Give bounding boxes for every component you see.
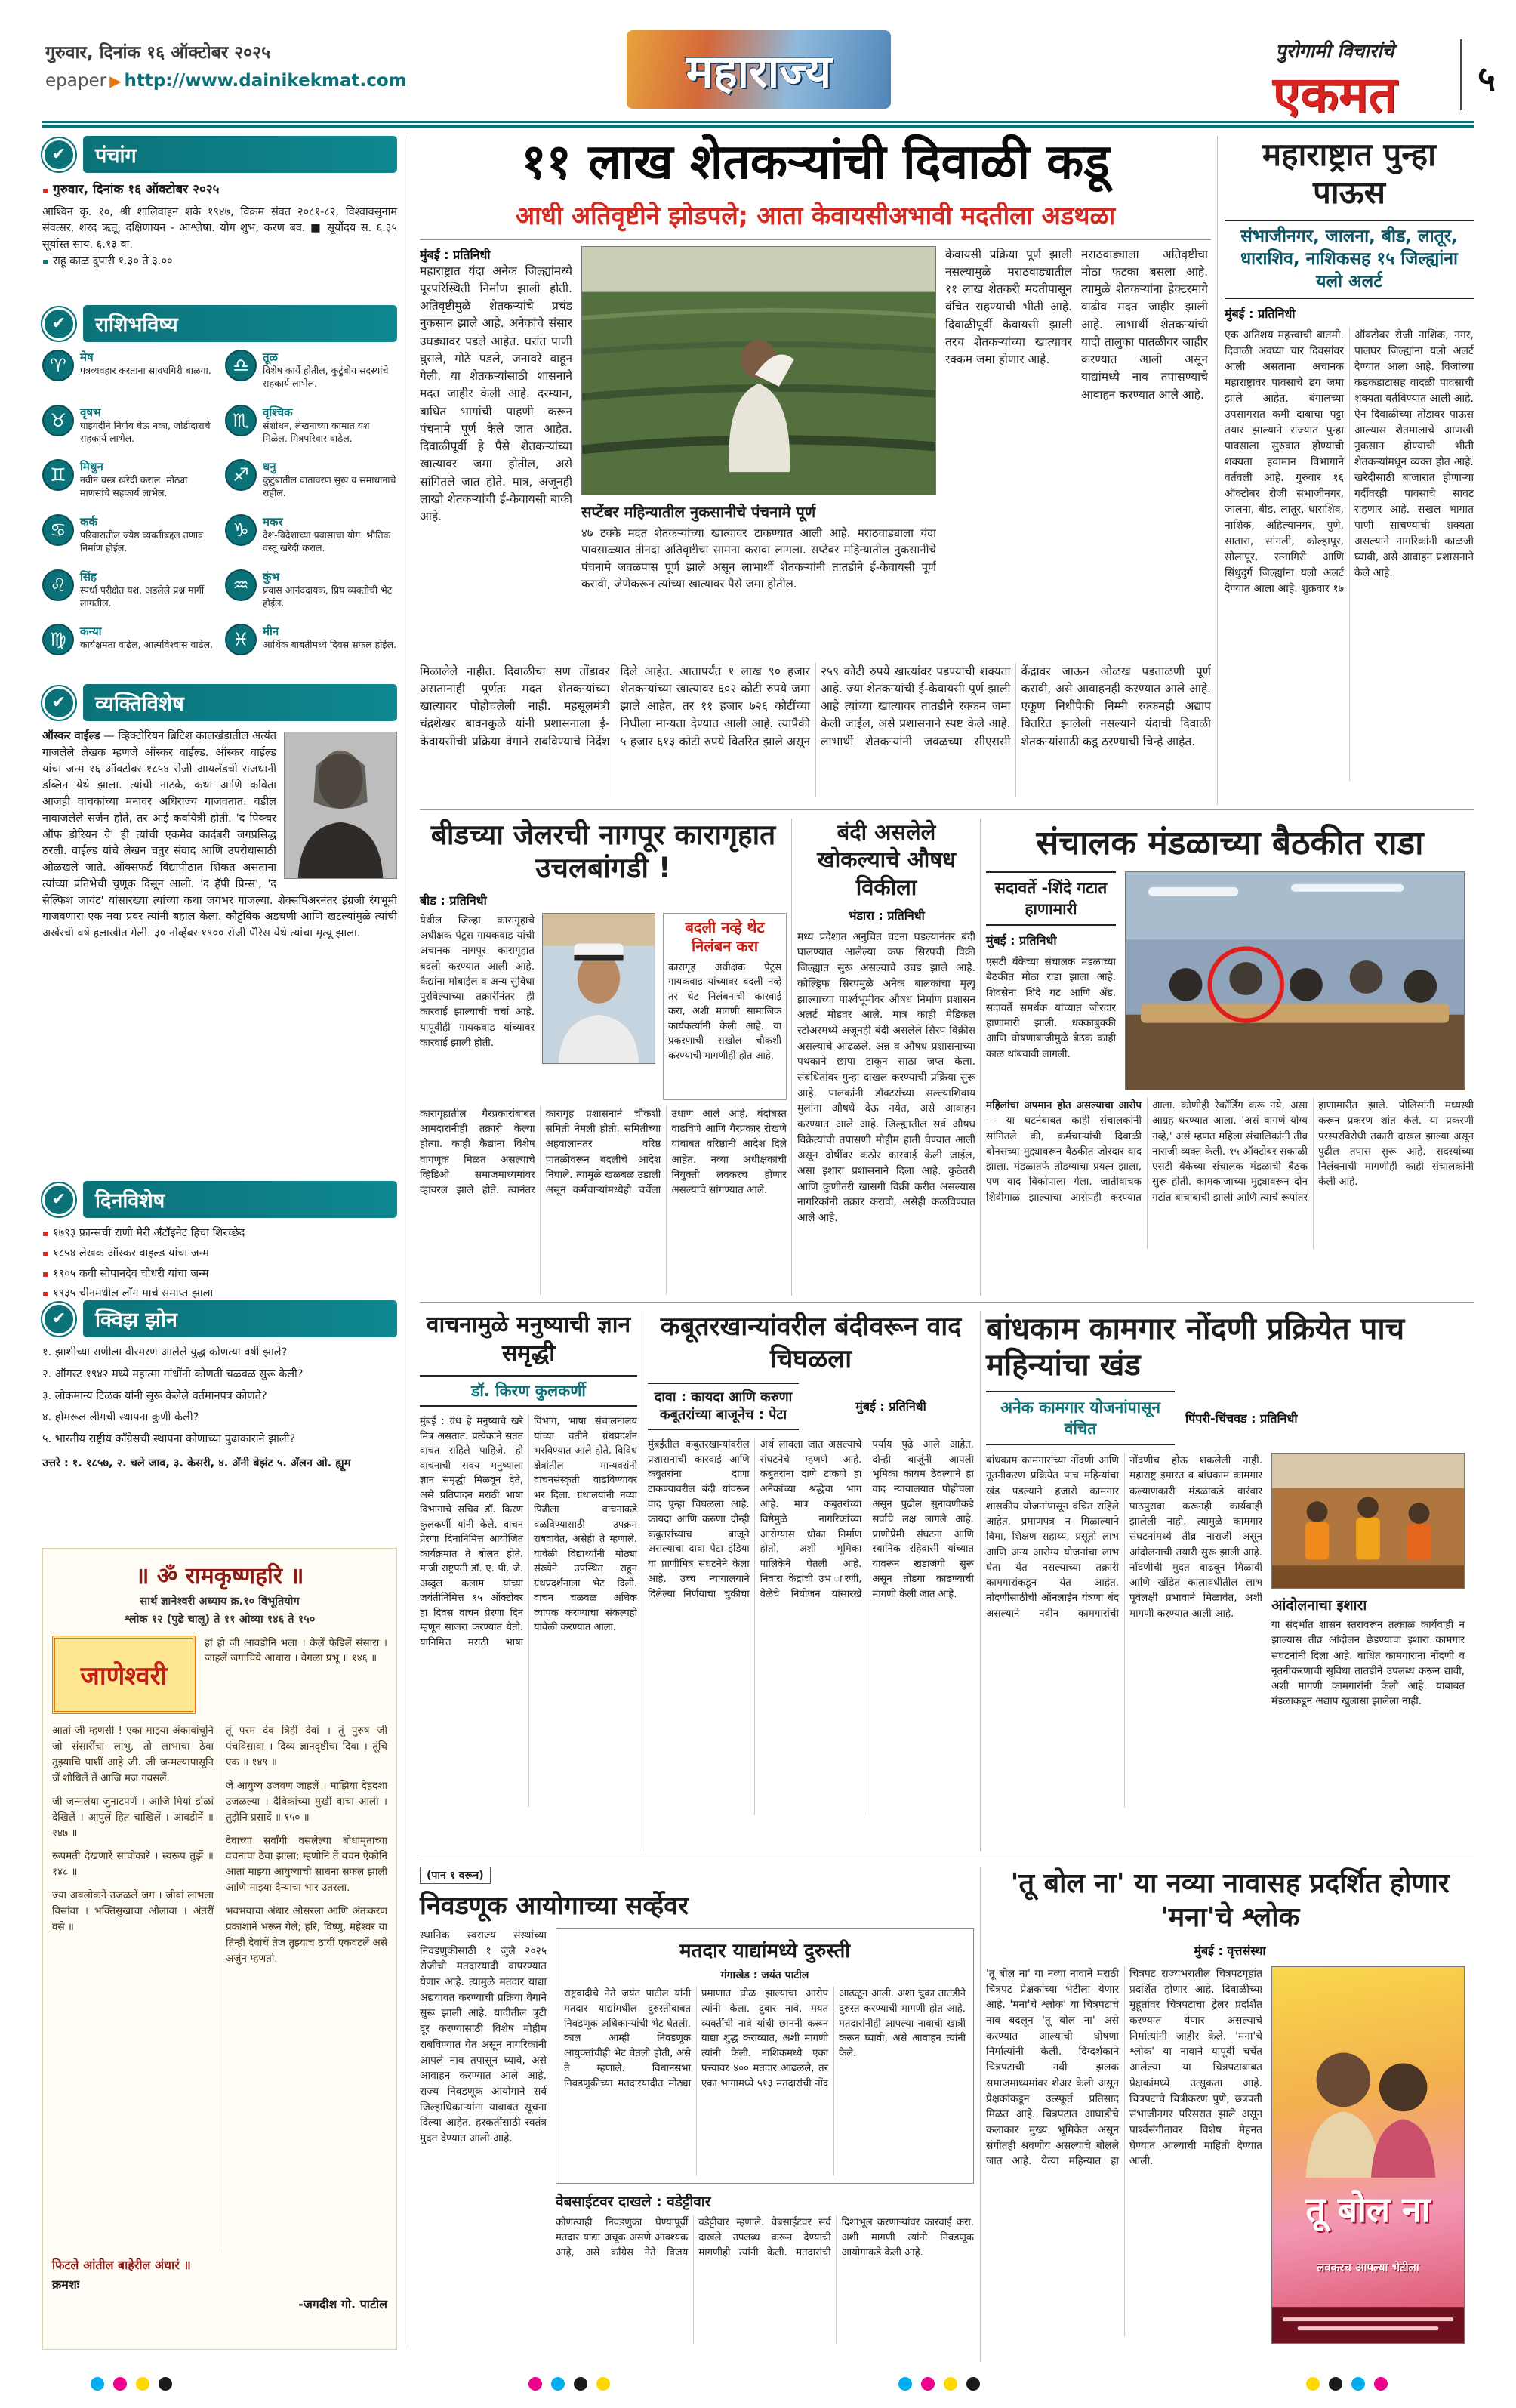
registration-dot-yellow bbox=[1306, 2377, 1320, 2391]
movie-poster-illustration bbox=[1272, 1967, 1464, 2343]
workers-dek: अनेक कामगार योजनांपासून वंचित bbox=[986, 1391, 1175, 1445]
day-special-item: ▪ १८५४ लेखक ऑस्कर वाइल्ड यांचा जन्म bbox=[42, 1247, 209, 1259]
sign-text: आर्थिक बाबतीमध्ये दिवस सफल होईल. bbox=[263, 639, 397, 651]
board-body: महिलांचा अपमान होत असल्याचा आरोप — या घटनेबाबत काही संचालकांनी सांगितले की, कर्मचाऱ्यांची दिवाळी बोनसच्या मुद्द्यावरून बैठकीत जोरदार वाद झाला. मंडळातर्फे तोडग्याचा प्रयत्न झाला, पण वाद विकोपाला गेला. जातीवाचक शिवीगाळ झाल्याचा आरोपही करण्यात आला. कोणीही रेकॉर्डिंग करू नये, असा आग्रह धरण्यात आला. 'असं वागणं योग्य नव्हे,' असं म्हणत महिला संचालिकांनी तीव्र नाराजी व्यक्त केली. १५ ऑक्टोबर सकाळी एसटी बँकेच्या संचालक मंडळाची बैठक सुरू होती. कामकाजाच्या मुद्द्यावरून दोन गटांत बाचाबाची झाली आणि त्याचे रूपांतर हाणामारीत झाले. पोलिसांनी मध्यस्थी करून प्रकरण शांत केले. या प्रकरणी परस्परविरोधी तक्रारी दाखल झाल्या असून पुढील तपास सुरू आहे. सदस्यांच्या निलंबनाची मागणीही काही संचालकांनी केली आहे. bbox=[986, 1099, 1474, 1204]
sign-text: पत्रव्यवहार करताना सावधगिरी बाळगा. bbox=[80, 365, 211, 376]
day-special-section bbox=[42, 1181, 397, 1300]
lead-photo-caption: ४७ टक्के मदत शेतकऱ्यांच्या खात्यावर टाकण्यात आली आहे. मराठवाड्याला यंदा पावसाळ्यात तीनदा अतिवृष्टीचा सामना करावा लागला. सप्टेंबर महिन्यातील नुकसानीचे पंचनामे जवळपास पूर्ण झाले असून लाभार्थी शेतकऱ्यांनी तातडीने ई-केवायसी पूर्ण करावी, जेणेकरून त्यांच्या खात्यावर पैसे जमा होतील. bbox=[581, 526, 936, 591]
lead-headline: ११ लाख शेतकऱ्यांची दिवाळी कडू bbox=[521, 134, 1110, 190]
virgo-icon: ♍ bbox=[42, 624, 74, 655]
registration-dot-black bbox=[966, 2377, 980, 2391]
reading-author: डॉ. किरण कुलकर्णी bbox=[420, 1375, 637, 1407]
registration-dot-cyan bbox=[898, 2377, 912, 2391]
bullet-icon: ▪ bbox=[42, 1247, 49, 1259]
epaper-line bbox=[45, 71, 407, 91]
person-special-title: व्यक्तिविशेष bbox=[83, 684, 397, 721]
registration-dot-yellow bbox=[944, 2377, 957, 2391]
horoscope-item bbox=[42, 569, 214, 618]
dnyaneshwari-verses bbox=[52, 1723, 387, 2252]
day-special-item: ▪ १७९३ फ्रान्सची राणी मेरी अँटॉइनेट हिचा शिरच्छेद bbox=[42, 1227, 245, 1239]
quiz-question: १. झाशीच्या राणीला वीरमरण आलेले युद्ध कोणत्या वर्षी झाले? bbox=[42, 1346, 288, 1358]
rain-body: एक अतिशय महत्त्वाची बातमी. दिवाळी अवघ्या चार दिवसांवर आली असताना अचानक महाराष्ट्रावर पावसाचे ढग जमा झाले आहेत. बंगालच्या उपसागरात कमी दाबाचा पट्टा तयार झाल्याने राज्यात पुन्हा पावसाला सुरुवात होण्याची शक्यता हवामान विभागाने वर्तवली आहे. गुरुवार १६ ऑक्टोबर रोजी संभाजीनगर, जालना, बीड, लातूर, धाराशिव, नाशिक, अहिल्यानगर, पुणे, सातारा, सांगली, कोल्हापूर, सोलापूर, रत्नागिरी आणि सिंधुदुर्ग जिल्ह्यांना यलो अलर्ट देण्यात आला आहे. शुक्रवार १७ ऑक्टोबर रोजी नाशिक, नगर, पालघर जिल्ह्यांना यलो अलर्ट देण्यात आला आहे. विजांच्या कडकडाटासह वादळी पावसाची शक्यता वर्तविण्यात आली आहे. ऐन दिवाळीच्या तोंडावर पाऊस आल्यास शेतमालाचे आणखी नुकसान होण्याची भीती शेतकऱ्यांमधून व्यक्त होत आहे. खरेदीसाठी बाजारात होणाऱ्या गर्दीवरही पावसाचे सावट राहणार आहे. सखल भागात पाणी साचण्याची शक्यता असल्याने नागरिकांनी काळजी घ्यावी, असे आवाहन प्रशासनाने केले आहे. bbox=[1225, 329, 1474, 596]
horoscope-item bbox=[42, 514, 214, 563]
quiz-zone-header bbox=[42, 1300, 397, 1337]
sign-text: घाईगर्दीने निर्णय घेऊ नका, जोडीदाराचे सहकार्य लाभेल. bbox=[80, 419, 211, 444]
jailer-story bbox=[420, 819, 787, 1296]
check-icon: ✔ bbox=[42, 1183, 75, 1216]
dnyaneshwari-verse-range: श्लोक १२ (पुढे चालू) ते ११ ओव्या १४६ ते १५० bbox=[124, 1614, 316, 1626]
column-divider bbox=[980, 1867, 981, 2362]
sign-name: मीन bbox=[263, 624, 279, 639]
epaper-url-link[interactable]: http://www.dainikekmat.com bbox=[124, 71, 407, 91]
workers-body: बांधकाम कामगारांच्या नोंदणी आणि नूतनीकरण प्रक्रियेत पाच महिन्यांचा खंड पडल्याने हजारो कामगार शासकीय योजनांपासून वंचित राहिले आहेत. प्रमाणपत्र न मिळाल्याने विमा, शिक्षण सहाय्य, प्रसूती लाभ आणि अन्य आरोग्य योजनांचा लाभ घेता येत नसल्याच्या तक्रारी कामगारांकडून येत आहेत. नोंदणीसाठीची ऑनलाईन यंत्रणा बंद असल्याने नवीन कामगारांची नोंदणीच होऊ शकलेली नाही. महाराष्ट्र इमारत व बांधकाम कामगार कल्याणकारी मंडळाकडे वारंवार पाठपुरावा करूनही कार्यवाही झालेली नाही. त्यामुळे कामगार संघटनांमध्ये तीव्र नाराजी असून आंदोलनाची तयारी सुरू झाली आहे. नोंदणीची मुदत वाढवून मिळावी आणि खंडित कालावधीतील लाभ पूर्वलक्षी प्रभावाने मिळावेत, अशी मागणी करण्यात आली आहे. bbox=[986, 1454, 1262, 1620]
capricorn-icon: ♑ bbox=[225, 514, 257, 546]
day-special-title: दिनविशेष bbox=[83, 1181, 397, 1218]
bullet-icon: ▪ bbox=[42, 1288, 49, 1300]
workers-story bbox=[986, 1311, 1474, 1851]
movie-body: 'तू बोल ना' या नव्या नावाने मराठी चित्रपट प्रेक्षकांच्या भेटीला येणार आहे. 'मना'चे श्लोक' या चित्रपटाचे नाव बदलून 'तू बोल ना' असे करण्यात आल्याची घोषणा निर्मात्यांनी केली. दिग्दर्शकाने चित्रपटाची नवी झलक समाजमाध्यमांवर शेअर केली असून प्रेक्षकांकडून उत्स्फूर्त प्रतिसाद मिळत आहे. चित्रपटात आघाडीचे कलाकार मुख्य भूमिकेत असून संगीतही श्रवणीय असल्याचे बोलले जात आहे. येत्या महिन्यात हा चित्रपट राज्यभरातील चित्रपटगृहांत प्रदर्शित होणार आहे. दिवाळीच्या मुहूर्तावर चित्रपटाचा ट्रेलर प्रदर्शित करण्यात येणार असल्याचे निर्मात्यांनी जाहीर केले. 'मना'चे श्लोक' या नावाने यापूर्वी चर्चेत आलेल्या या चित्रपटाबाबत प्रेक्षकांमध्ये उत्सुकता आहे. चित्रपटाचे चित्रीकरण पुणे, छत्रपती संभाजीनगर परिसरात झाले असून पार्श्वसंगीतावर विशेष मेहनत घेण्यात आल्याची माहिती देण्यात आली. bbox=[986, 1968, 1262, 2168]
sign-name: कर्क bbox=[80, 514, 98, 529]
aquarius-icon: ♒ bbox=[225, 569, 257, 601]
jailer-inset-box bbox=[663, 913, 787, 1100]
quiz-question: ३. लोकमान्य टिळक यांनी सुरू केलेले वर्तमानपत्र कोणते? bbox=[42, 1389, 267, 1402]
continued-from-tag: (पान १ वरून) bbox=[420, 1867, 491, 1884]
workers-headline: बांधकाम कामगार नोंदणी प्रक्रियेत पाच महिन्यांचा खंड bbox=[986, 1312, 1405, 1383]
dnyaneshwari-closing-line: फिटले आंतील बाहेरील अंधारं ॥ bbox=[52, 2258, 191, 2272]
person-special-header bbox=[42, 684, 397, 721]
sign-name: कन्या bbox=[80, 624, 102, 639]
column-divider bbox=[791, 819, 792, 1296]
rain-dek: संभाजीनगर, जालना, बीड, लातूर, धाराशिव, नाशिकसह १५ जिल्ह्यांना यलो अलर्ट bbox=[1225, 220, 1474, 300]
meeting-room-illustration bbox=[1126, 872, 1464, 1090]
verse: तूं परम देव त्रिहीं देवां । तूं पुरुष जी पंचविसावा । दिव्य ज्ञानदृष्टीचा दिवा । तूंचि एक ॥ १४९ ॥ bbox=[226, 1725, 387, 1768]
quiz-question: ५. भारतीय राष्ट्रीय काँग्रेसची स्थापना कोणाच्या पुढाकाराने झाली? bbox=[42, 1433, 296, 1445]
sign-text: कुटुंबातील वातावरण सुख व समाधानाचे राहील. bbox=[263, 474, 396, 499]
jailer-inset-head: बदली नव्हे थेट निलंबन करा bbox=[685, 917, 765, 955]
sign-name: धनु bbox=[263, 460, 276, 474]
person-special-body: ऑस्कर वाईल्ड — व्हिक्टोरियन ब्रिटिश कालखंडातील अत्यंत गाजलेले लेखक म्हणजे ऑस्कर वाईल्ड. ऑस्कर वाईल्ड यांचा जन्म १६ ऑक्टोबर १८५४ रोजी आयर्लंडची राजधानी डब्लिन येथे झाला. त्यांची नाटके, कथा आणि कविता आजही वाचकांच्या मनावर अधिराज्य गाजवतात. वडील नावाजलेले सर्जन होते, तर आई कवयित्री होती. 'द पिक्चर ऑफ डोरियन ग्रे' ही त्यांची एकमेव कादंबरी जगप्रसिद्ध ठरली. वाईल्ड यांचे लेखन चतुर संवाद आणि उपरोधासाठी ओळखले जाते. ऑक्सफर्ड विद्यापीठात शिकत असताना त्यांच्या प्रतिभेची चुणूक दिसून आली. 'द हॅपी प्रिन्स', 'द सेल्फिश जायंट' यांसारख्या त्यांच्या कथा जगभर गाजल्या. शेक्सपिअरनंतर इंग्रजी रंगभूमी गाजवणारा एक नवा प्रवर त्यांनी बहाल केला. कौटुंबिक अडचणी आणि खटल्यांमुळे त्यांची अखेरची वर्षे हलाखीत गेली. ३० नोव्हेंबर १९०० रोजी पॅरिस येथे त्यांचा मृत्यू झाला. bbox=[42, 730, 397, 939]
workers-photo bbox=[1271, 1453, 1465, 1589]
check-icon: ✔ bbox=[42, 307, 75, 341]
registration-dot-yellow bbox=[136, 2377, 149, 2391]
registration-dot-black bbox=[1329, 2377, 1342, 2391]
lead-col4: मराठवाड्याला अतिवृष्टीचा मोठा फटका बसला आहे. त्यामुळे शेतकऱ्यांना हेक्टरमागे वाढीव मदत जाहीर झाली आहे. लाभार्थी शेतकऱ्यांची यादी तालुका पातळीवर जाहीर करण्यात आली असून याद्यांमध्ये नाव तपासण्याचे आवाहन करण्यात आले आहे. bbox=[1081, 247, 1208, 402]
verse: जी जन्मलेया जुनाटपणें । आजि मियां डोळां देखिलें । आपुलें हित चाखिलें । आवडीनें ॥ १४७ ॥ bbox=[52, 1795, 214, 1839]
horoscope-item bbox=[225, 459, 397, 508]
sign-name: मिथुन bbox=[80, 460, 103, 474]
registration-dot-yellow bbox=[596, 2377, 610, 2391]
movie-poster bbox=[1271, 1966, 1465, 2344]
verse: भवभयाचा अंधार ओसरला आणि अंतःकरण प्रकाशानें भरून गेलें; हरि, विष्णु, महेश्वर या तिन्ही देवांचें तेज तुझ्याच ठायीं एकवटलें असे अर्जुन म्हणतो. bbox=[226, 1905, 387, 1965]
election-story bbox=[420, 1867, 974, 2362]
quiz-zone-section bbox=[42, 1300, 397, 1542]
dnyaneshwari-subtitle: सार्थ ज्ञानेश्वरी अध्याय क्र.१० विभूतियोग bbox=[140, 1596, 300, 1608]
bullet-icon: ▪ bbox=[42, 1228, 49, 1238]
leo-icon: ♌ bbox=[42, 569, 74, 601]
masthead-title: महाराज्य bbox=[686, 45, 832, 98]
horoscope-item bbox=[42, 459, 214, 508]
registration-dot-magenta bbox=[113, 2377, 127, 2391]
sign-text: स्पर्धा परीक्षेत यश, अडलेले प्रश्न मार्गी लागतील. bbox=[80, 584, 205, 609]
sign-text: विशेष कार्ये होतील, कुटुंबीय सदस्यांचे सहकार्य लाभेल. bbox=[263, 365, 389, 389]
registration-marks bbox=[91, 2377, 172, 2391]
libra-icon: ♎ bbox=[225, 350, 257, 381]
jailer-col1: येथील जिल्हा कारागृहाचे अधीक्षक पेट्रस गायकवाड यांची अचानक नागपूर कारागृहात बदली करण्यात आली आहे. कैद्यांना मोबाईल व अन्य सुविधा पुरविल्याच्या तक्रारींनंतर ही कारवाई झाल्याची चर्चा आहे. यापूर्वीही गायकवाड यांच्यावर कारवाई झाली होती. bbox=[420, 914, 535, 1049]
brand-logo: एकमत bbox=[1272, 66, 1397, 124]
board-col1: एसटी बँकेच्या संचालक मंडळाच्या बैठकीत मोठा राडा झाला आहे. शिवसेना शिंदे गट आणि ॲड. सदावर्ते समर्थक यांच्यात जोरदार हाणामारी झाली. धक्काबुक्की आणि घोषणाबाजीमुळे बैठक काही काळ थांबवावी लागली. bbox=[986, 956, 1116, 1060]
board-dek: सदावर्ते -शिंदे गटात हाणामारी bbox=[986, 871, 1116, 926]
jailer-photo bbox=[542, 913, 655, 1064]
quiz-answers: उत्तरे : १. १८५७, २. चले जाव, ३. केसरी, ४. अ‍ॅनी बेझंट ५. अ‍ॅलन ओ. ह्यूम bbox=[42, 1457, 351, 1469]
poster-tagline: लवकरच आपल्या भेटीला bbox=[1317, 2261, 1419, 2275]
sign-name: वृषभ bbox=[80, 405, 101, 419]
registration-dot-magenta bbox=[528, 2377, 542, 2391]
person-name: ऑस्कर वाईल्ड bbox=[42, 730, 100, 742]
voter-list-box bbox=[556, 1928, 974, 2184]
quiz-question: ४. होमरूल लीगची स्थापना कुणी केली? bbox=[42, 1411, 199, 1424]
board-bold-lead: महिलांचा अपमान होत असल्याचा आरोप bbox=[986, 1099, 1142, 1112]
bullet-icon: ▪ bbox=[42, 1268, 49, 1279]
lead-photo-caption-head: सप्टेंबर महिन्यातील नुकसानीचे पंचनामे पूर्ण bbox=[581, 502, 816, 521]
movie-story bbox=[986, 1867, 1474, 2362]
verse: देवाच्या सर्वांगी वसलेल्या बोधामृताच्या वचनांचा ठेवा झाला; म्हणोनि तें वचन ऐकोनि आतां माझ्या आयुष्याची साधना सफल झाली आणि माझ्या दैन्याचा भार उतरला. bbox=[226, 1834, 387, 1895]
sign-text: नवीन वस्त्र खरेदी कराल. मोठ्या माणसांचे सहकार्य लाभेल. bbox=[80, 474, 188, 499]
verse: आतां जी म्हणसी ! एका माझ्या अंकावांचूनि जो संसारींचा लाभु, तो लाभाचा ठेवा तुझ्याचि पाशीं आहे जी. जी जन्मल्यापासूनि जें शोधिलें तें आजि मज गवसलें. bbox=[52, 1725, 214, 1784]
sign-text: कार्यक्षमता वाढेल, आत्मविश्वास वाढेल. bbox=[80, 639, 214, 651]
sign-name: कुंभ bbox=[263, 569, 280, 584]
farmer-field-illustration bbox=[582, 247, 935, 495]
registration-marks bbox=[1306, 2377, 1388, 2391]
page-number-divider bbox=[1460, 39, 1462, 110]
page-number: ५ bbox=[1477, 58, 1496, 99]
pigeon-headline: कबूतरखान्यांवरील बंदीवरून वाद चिघळला bbox=[660, 1312, 962, 1374]
construction-workers-illustration bbox=[1272, 1454, 1464, 1588]
day-special-item: ▪ १९३५ चीनमधील लाँग मार्च समाप्त झाला bbox=[42, 1287, 214, 1300]
workers-caption: या संदर्भात शासन स्तरावरून तत्काळ कार्यवाही न झाल्यास तीव्र आंदोलन छेडण्याचा इशारा कामगार संघटनांनी दिला आहे. बाधित कामगारांना नोंदणी व नूतनीकरणाची सुविधा तातडीने उपलब्ध करून द्यावी, अशी मागणी कामगारांनी केली आहे. याबाबत मंडळाकडून अद्याप खुलासा झालेला नाही. bbox=[1271, 1619, 1465, 1708]
lead-subheadline: आधी अतिवृष्टीने झोडपले; आता केवायसीअभावी मदतीला अडथळा bbox=[515, 200, 1116, 230]
verse: जें आयुष्य उजवण जाहलें । माझिया देहदशा उजळल्या । दैविकांच्या मुखीं वाचा आली । तुझेनि प्रसादें ॥ १५० ॥ bbox=[226, 1779, 387, 1824]
aries-icon: ♈ bbox=[42, 350, 74, 381]
panchang-section bbox=[42, 136, 397, 299]
panchang-date: ▪ गुरुवार, दिनांक १६ ऑक्टोबर २०२५ bbox=[42, 182, 220, 197]
registration-dot-magenta bbox=[921, 2377, 935, 2391]
verse: ज्या अवलोकनें उजळलें जग । जीवां लाभला विसांवा । भक्तिसुखाचा ओलावा । अंतरीं वसे ॥ bbox=[52, 1889, 214, 1934]
column-divider bbox=[980, 1311, 981, 1851]
cancer-icon: ♋ bbox=[42, 514, 74, 546]
sign-name: सिंह bbox=[80, 569, 97, 584]
pigeon-dek: दावा : कायदा आणि करुणा कबूतरांच्या बाजूनेच : पेटा bbox=[648, 1383, 799, 1430]
gemini-icon: ♊ bbox=[42, 459, 74, 491]
registration-dot-cyan bbox=[551, 2377, 565, 2391]
lead-byline: मुंबई : प्रतिनिधी bbox=[420, 247, 491, 262]
lead-col1: महाराष्ट्रात यंदा अनेक जिल्ह्यांमध्ये पूरपरिस्थिती निर्माण झाली होती. अतिवृष्टीमुळे शेतकऱ्यांचे प्रचंड नुकसान झाले आहे. अनेकांचे संसार उघड्यावर पडले आहेत. घरांत पाणी घुसले, गोठे पडले, जनावरे वाहून गेली. या शेतकऱ्यांसाठी शासनाने मदत जाहीर केली आहे. दरम्यान, बाधित भागांची पाहणी करून पंचनामे पूर्ण केले जात आहेत. दिवाळीपूर्वी हे पैसे शेतकऱ्यांच्या खात्यावर जमा होतील, असे सांगितले जात होते. मात्र, अजूनही लाखो शेतकऱ्यांची ई-केवायसी बाकी आहे. bbox=[420, 264, 572, 524]
horoscope-item bbox=[225, 405, 397, 454]
election-body2: कोणत्याही निवडणुका घेण्यापूर्वी मतदार याद्या अचूक असणे आवश्यक आहे, असे काँग्रेस नेते विजय वडेट्टीवार म्हणाले. वेबसाईटवर सर्व दाखले उपलब्ध करून देण्याची मागणीही त्यांनी केली. मतदारांची दिशाभूल करणाऱ्यांवर कारवाई करा, अशी मागणी त्यांनी निवडणूक आयोगाकडे केली आहे. bbox=[556, 2217, 974, 2258]
workers-caption-head: आंदोलनाचा इशारा bbox=[1271, 1597, 1367, 1614]
cough-syrup-story bbox=[797, 819, 975, 1296]
dnyaneshwari-heading: ॥ ॐ रामकृष्णहरि ॥ bbox=[135, 1563, 304, 1589]
dnyaneshwari-badge: जाणेश्वरी bbox=[52, 1636, 196, 1714]
poster-title: तू बोल ना bbox=[1305, 2188, 1431, 2230]
registration-marks bbox=[898, 2377, 980, 2391]
dnyaneshwari-opening-verse: हां हो जी आवडोनि भला । केलें फेडिलें संसारा । जाहलें जगाचिये आधारा । वेगळा प्रभू ॥ १४६ ॥ bbox=[205, 1637, 387, 1665]
cough-headline: बंदी असलेले खोकल्याचे औषध विकीला bbox=[817, 819, 956, 900]
dnyaneshwari-section bbox=[42, 1548, 397, 2350]
epaper-label: epaper bbox=[45, 71, 107, 91]
continuation-mark: क्रमशः bbox=[52, 2277, 79, 2292]
horoscope-item bbox=[225, 624, 397, 673]
board-meeting-story bbox=[986, 819, 1474, 1296]
panchang-body: आश्विन कृ. १०, श्री शालिवाहन शके १९४७, विक्रम संवत २०८१-८२, विश्वावसुनाम संवत्सर, शरद ऋतू, दक्षिणायन - आश्लेषा. योग शुभ, करण बव. ■ सूर्योदय स. ६.३५ सूर्यास्त सायं. ६.१३ वा. bbox=[42, 205, 397, 251]
panchang-title: पंचांग bbox=[83, 136, 397, 173]
horoscope-title: राशिभविष्य bbox=[83, 305, 397, 342]
reading-story bbox=[420, 1311, 637, 1851]
workers-byline: पिंपरी-चिंचवड : प्रतिनिधी bbox=[1185, 1411, 1298, 1426]
quiz-question: २. ऑगस्ट १९४२ मध्ये महात्मा गांधींनी कोणती चळवळ सुरू केली? bbox=[42, 1367, 304, 1380]
divider bbox=[420, 239, 1211, 240]
horoscope-item bbox=[42, 405, 214, 454]
oscar-wilde-photo bbox=[284, 732, 397, 879]
column-divider bbox=[1217, 136, 1218, 805]
horoscope-item bbox=[225, 514, 397, 563]
person-special-section bbox=[42, 684, 397, 1175]
lead-story bbox=[420, 136, 1211, 805]
registration-dot-black bbox=[574, 2377, 587, 2391]
registration-marks bbox=[528, 2377, 610, 2391]
rain-headline: महाराष्ट्रात पुन्हा पाऊस bbox=[1262, 136, 1436, 211]
panchang-header bbox=[42, 136, 397, 173]
election-headline: निवडणूक आयोगाच्या सर्व्हेवर bbox=[420, 1891, 689, 1921]
sign-name: मकर bbox=[263, 514, 283, 529]
day-special-header bbox=[42, 1181, 397, 1218]
check-icon: ✔ bbox=[42, 138, 75, 171]
sign-name: मेष bbox=[80, 350, 94, 364]
header-date: गुरुवार, दिनांक १६ ऑक्टोबर २०२५ bbox=[45, 43, 271, 63]
rain-byline: मुंबई : प्रतिनिधी bbox=[1225, 307, 1296, 322]
horoscope-item bbox=[42, 350, 214, 399]
scorpio-icon: ♏ bbox=[225, 405, 257, 436]
registration-dot-cyan bbox=[1351, 2377, 1365, 2391]
horoscope-grid bbox=[42, 350, 397, 673]
play-icon: ▶ bbox=[109, 72, 122, 90]
bullet-icon: ▪ bbox=[42, 185, 49, 196]
taurus-icon: ♉ bbox=[42, 405, 74, 436]
board-headline: संचालक मंडळाच्या बैठकीत राडा bbox=[1036, 824, 1424, 862]
dnyaneshwari-author: -जगदीश गो. पाटील bbox=[298, 2297, 387, 2311]
election-subhead: वेबसाईटवर दाखले : वडेट्टीवार bbox=[556, 2194, 711, 2210]
horoscope-item bbox=[225, 569, 397, 618]
sign-name: तूळ bbox=[263, 350, 278, 364]
bullet-icon: ▪ bbox=[42, 255, 49, 267]
check-icon: ✔ bbox=[42, 686, 75, 720]
lead-col3: केवायसी प्रक्रिया पूर्ण झाली नसल्यामुळे मराठवाड्यातील ११ लाख शेतकरी मदतीपासून वंचित राहण्याची भीती आहे. दिवाळीपूर्वी केवायसी झाली तरच शेतकऱ्यांच्या खात्यावर रक्कम जमा होणार आहे. bbox=[945, 247, 1072, 367]
registration-dot-magenta bbox=[1374, 2377, 1388, 2391]
jailer-byline: बीड : प्रतिनिधी bbox=[420, 893, 487, 908]
pigeon-byline: मुंबई : प्रतिनिधी bbox=[855, 1399, 926, 1414]
farmer-photo bbox=[581, 246, 936, 495]
brand-tagline: पुरोगामी विचारांचे bbox=[1275, 40, 1394, 62]
election-left-column: स्थानिक स्वराज्य संस्थांच्या निवडणुकीसाठी १ जुलै २०२५ रोजीची मतदारयादी वापरण्यात येणार आहे. त्यामुळे मतदार याद्या अद्ययावत करण्याची प्रक्रिया वेगाने सुरू झाली आहे. यादीतील त्रुटी दूर करण्यासाठी विशेष मोहीम राबविण्यात येत असून नागरिकांनी आपले नाव तपासून घ्यावे, असे आवाहन करण्यात आले आहे. राज्य निवडणूक आयोगाने सर्व जिल्हाधिकाऱ्यांना याबाबत सूचना दिल्या आहेत. हरकतींसाठी स्वतंत्र मुदत देण्यात आली आहे. bbox=[420, 1929, 547, 2144]
horoscope-item bbox=[225, 350, 397, 399]
voter-list-byline: गंगाखेड : जयंत पाटील bbox=[720, 1969, 809, 1981]
day-special-item: ▪ १९०५ कवी सोपानदेव चौधरी यांचा जन्म bbox=[42, 1267, 209, 1280]
horoscope-header bbox=[42, 305, 397, 342]
check-icon: ✔ bbox=[42, 1303, 75, 1336]
reading-body: मुंबई : ग्रंथ हे मनुष्याचे खरे मित्र असतात. प्रत्येकाने सतत वाचत राहिले पाहिजे. ही वाचनाची सवय मनुष्याला ज्ञान समृद्धी मिळवून देते, असे प्रतिपादन मराठी भाषा विभागाचे सचिव डॉ. किरण कुलकर्णी यांनी केले. वाचन प्रेरणा दिनानिमित्त आयोजित कार्यक्रमात ते बोलत होते. माजी राष्ट्रपती डॉ. ए. पी. जे. अब्दुल कलाम यांच्या जयंतीनिमित्त १५ ऑक्टोबर हा दिवस वाचन प्रेरणा दिन म्हणून साजरा करण्यात येतो. यानिमित्त मराठी भाषा विभाग, भाषा संचालनालय यांच्या वतीने ग्रंथप्रदर्शन भरविण्यात आले होते. विविध क्षेत्रांतील मान्यवरांनी वाचनसंस्कृती वाढविण्यावर भर दिला. ग्रंथालयांनी नव्या पिढीला वाचनाकडे वळविण्यासाठी उपक्रम राबवावेत, असेही ते म्हणाले. यावेळी विद्यार्थ्यांनी मोठ्या संख्येने उपस्थित राहून ग्रंथप्रदर्शनाला भेट दिली. वाचन चळवळ अधिक व्यापक करण्याचा संकल्पही यावेळी करण्यात आला. bbox=[420, 1416, 637, 1648]
registration-dot-cyan bbox=[91, 2377, 104, 2391]
voter-list-headline: मतदार याद्यांमध्ये दुरुस्ती bbox=[679, 1940, 850, 1962]
jailer-body: कारागृहातील गैरप्रकारांबाबत आमदारांनीही तक्रारी केल्या होत्या. काही कैद्यांना विशेष वागणूक मिळत असल्याचे व्हिडिओ समाजमाध्यमांवर व्हायरल झाले होते. त्यानंतर कारागृह प्रशासनाने चौकशी समिती नेमली होती. समितीच्या अहवालानंतर वरिष्ठ पातळीवरून बदलीचे आदेश निघाले. त्यामुळे खळबळ उडाली असून कर्मचाऱ्यांमध्येही चर्चेला उधाण आले आहे. बंदोबस्त वाढविणे आणि गैरप्रकार रोखणे यांबाबत वरिष्ठांनी आदेश दिले आहेत. नव्या अधीक्षकांची नियुक्ती लवकरच होणार असल्याचे सांगण्यात आले. bbox=[420, 1107, 787, 1197]
movie-headline: 'तू बोल ना' या नव्या नावासह प्रदर्शित होणार 'मना'चे श्लोक bbox=[1010, 1868, 1450, 1933]
quiz-zone-title: क्विझ झोन bbox=[83, 1300, 397, 1337]
jailer-inset-body: कारागृह अधीक्षक पेट्रस गायकवाड यांच्यावर बदली नव्हे तर थेट निलंबनाची कारवाई करा, अशी मागणी सामाजिक कार्यकर्त्यांनी केली आहे. या प्रकरणाची सखोल चौकशी करण्याची मागणीही होत आहे. bbox=[668, 961, 781, 1062]
panchang-rahu: ▪ राहू काळ दुपारी १.३० ते ३.०० bbox=[42, 254, 173, 267]
voter-list-body: राष्ट्रवादीचे नेते जयंत पाटील यांनी मतदार याद्यांमधील दुरुस्तीबाबत निवडणूक अधिकाऱ्यांची भेट घेतली. काल आम्ही निवडणूक आयुक्तांचीही भेट घेतली होती, असे ते म्हणाले. विधानसभा निवडणुकीच्या मतदारयादीत मोठ्या प्रमाणात घोळ झाल्याचा आरोप त्यांनी केला. दुबार नावे, मयत व्यक्तींची नावे यांची छाननी करून याद्या शुद्ध कराव्यात, अशी मागणी त्यांनी केली. नाशिकमध्ये एका पत्त्यावर ४०० मतदार आढळले, तर एका भागामध्ये ५१३ मतदारांची नोंद आढळून आली. अशा चुका तातडीने दुरुस्त करण्याची मागणी होत आहे. मतदारांनीही आपल्या नावाची खात्री करून घ्यावी, असे आवाहन त्यांनी केले. bbox=[564, 1988, 966, 2089]
officer-portrait-illustration bbox=[543, 914, 655, 1063]
registration-dot-black bbox=[159, 2377, 172, 2391]
sign-name: वृश्चिक bbox=[263, 405, 293, 419]
horoscope-item bbox=[42, 624, 214, 673]
header-rule bbox=[42, 121, 1474, 128]
sign-text: देश-विदेशाच्या प्रवासाचा योग. भौतिक वस्तू खरेदी कराल. bbox=[263, 529, 391, 553]
verse: रूपमती देखणारें साचोकारें । स्वरूप तुझें ॥ १४८ ॥ bbox=[52, 1850, 214, 1879]
pigeon-story bbox=[648, 1311, 974, 1851]
board-byline: मुंबई : प्रतिनिधी bbox=[986, 933, 1057, 948]
sign-text: प्रवास आनंददायक, प्रिय व्यक्तीची भेट होईल. bbox=[263, 584, 393, 609]
column-divider bbox=[980, 819, 981, 1296]
board-meeting-photo bbox=[1125, 871, 1465, 1090]
row-divider bbox=[420, 1302, 1474, 1303]
cough-byline: भंडारा : प्रतिनिधी bbox=[848, 908, 925, 923]
sign-text: संशोधन, लेखनाच्या कामात यश मिळेल. मित्रपरिवार वाढेल. bbox=[263, 419, 370, 444]
sign-text: परिवारातील ज्येष्ठ व्यक्तीबद्दल तणाव निर्माण होईल. bbox=[80, 529, 204, 553]
portrait-silhouette bbox=[285, 732, 396, 878]
jailer-headline: बीडच्या जेलरची नागपूर कारागृहात उचलबांगडी ! bbox=[430, 819, 776, 885]
movie-byline: मुंबई : वृत्तसंस्था bbox=[1194, 1944, 1266, 1958]
pisces-icon: ♓ bbox=[225, 624, 257, 655]
masthead bbox=[627, 30, 891, 109]
sagittarius-icon: ♐ bbox=[225, 459, 257, 491]
pigeon-body: मुंबईतील कबुतरखान्यांवरील प्रशासनाची कारवाई आणि कबुतरांना दाणा टाकण्यावरील बंदी यांवरून वाद पुन्हा चिघळला आहे. कायदा आणि करुणा दोन्ही कबुतरांच्याच बाजूने असल्याचा दावा पेटा इंडिया या प्राणीमित्र संघटनेने केला आहे. उच्च न्यायालयाने दिलेल्या निर्णयाचा चुकीचा अर्थ लावला जात असल्याचे संघटनेचे म्हणणे आहे. कबुतरांना दाणे टाकणे हा अनेकांच्या श्रद्धेचा भाग आहे. मात्र कबुतरांच्या विष्ठेमुळे नागरिकांच्या आरोग्यास धोका निर्माण होतो, अशी भूमिका पालिकेने घेतली आहे. निवारा केंद्रांची उभ ारणी, वेळेचे नियोजन यांसारखे पर्याय पुढे आले आहेत. दोन्ही बाजूंनी आपली भूमिका कायम ठेवल्याने हा वाद न्यायालयात पोहोचला असून पुढील सुनावणीकडे सर्वांचे लक्ष लागले आहे. प्राणीप्रेमी संघटना आणि स्थानिक रहिवासी यांच्यात यावरून खडाजंगी सुरू असून तोडगा काढण्याची मागणी केली जात आहे. bbox=[648, 1438, 974, 1600]
rain-story bbox=[1225, 136, 1474, 805]
horoscope-section bbox=[42, 305, 397, 678]
lead-body: मिळालेले नाहीत. दिवाळीचा सण तोंडावर असतानाही पूर्णतः मदत शेतकऱ्यांच्या खात्यावर पोहोचलेली नाही. महसूलमंत्री चंद्रशेखर बावनकुळे यांनी प्रशासनाला ई-केवायसीची प्रक्रिया वेगाने राबविण्याचे निर्देश दिले आहेत. आतापर्यंत १ लाख ९० हजार शेतकऱ्यांच्या खात्यावर ६०२ कोटी रुपये जमा झाले आहेत, तर ११ हजार ७२६ कोटींच्या निधीला मान्यता देण्यात आली आहे. त्यापैकी ५ हजार ६१३ कोटी रुपये वितरित झाले असून २५९ कोटी रुपये खात्यांवर पडण्याची शक्यता आहे. ज्या शेतकऱ्यांची ई-केवायसी पूर्ण झाली आहे त्यांच्या खात्यावर तातडीने रक्कम जमा केली जाईल, असे प्रशासनाने स्पष्ट केले आहे. लाभार्थी शेतकऱ्यांनी जवळच्या सीएससी केंद्रावर जाऊन ओळख पडताळणी पूर्ण करावी, असे आवाहनही करण्यात आले आहे. एकूण निधीपैकी निम्मी रक्कमही अद्याप वितरित झालेली नसल्याने यंदाची दिवाळी शेतकऱ्यांसाठी कडू ठरण्याची चिन्हे आहेत. bbox=[420, 664, 1211, 748]
row-divider bbox=[420, 809, 1474, 810]
reading-headline: वाचनामुळे मनुष्याची ज्ञान समृद्धी bbox=[426, 1312, 631, 1367]
cough-body: मध्य प्रदेशात अनुचित घटना घडल्यानंतर बंदी घालण्यात आलेल्या कफ सिरपची विक्री जिल्ह्यात सुरू असल्याचे उघड झाले आहे. कोल्ड्रिफ सिरपमुळे अनेक बालकांचा मृत्यू झाल्याच्या पार्श्वभूमीवर औषध निर्माण प्रशासन अलर्ट मोडवर आले. मात्र काही मेडिकल स्टोअरमध्ये अजूनही बंदी असलेले सिरप विक्रीस असल्याचे आढळले. अन्न व औषध प्रशासनाच्या पथकाने छापा टाकून साठा जप्त केला. संबंधितांवर गुन्हा दाखल करण्याची प्रक्रिया सुरू आहे. पालकांनी डॉक्टरांच्या सल्ल्याशिवाय मुलांना औषधे देऊ नयेत, असे आवाहन करण्यात आले आहे. जिल्ह्यातील सर्व औषध विक्रेत्यांची तपासणी मोहीम हाती घेण्यात आली असून दोषींवर कठोर कारवाई केली जाईल, असा इशारा प्रशासनाने दिला आहे. कुठेतरी आणि कुणीतरी खासगी विक्री करीत असल्यास नागरिकांनी तक्रार करावी, असेही कळविण्यात आले आहे. bbox=[797, 930, 975, 1225]
